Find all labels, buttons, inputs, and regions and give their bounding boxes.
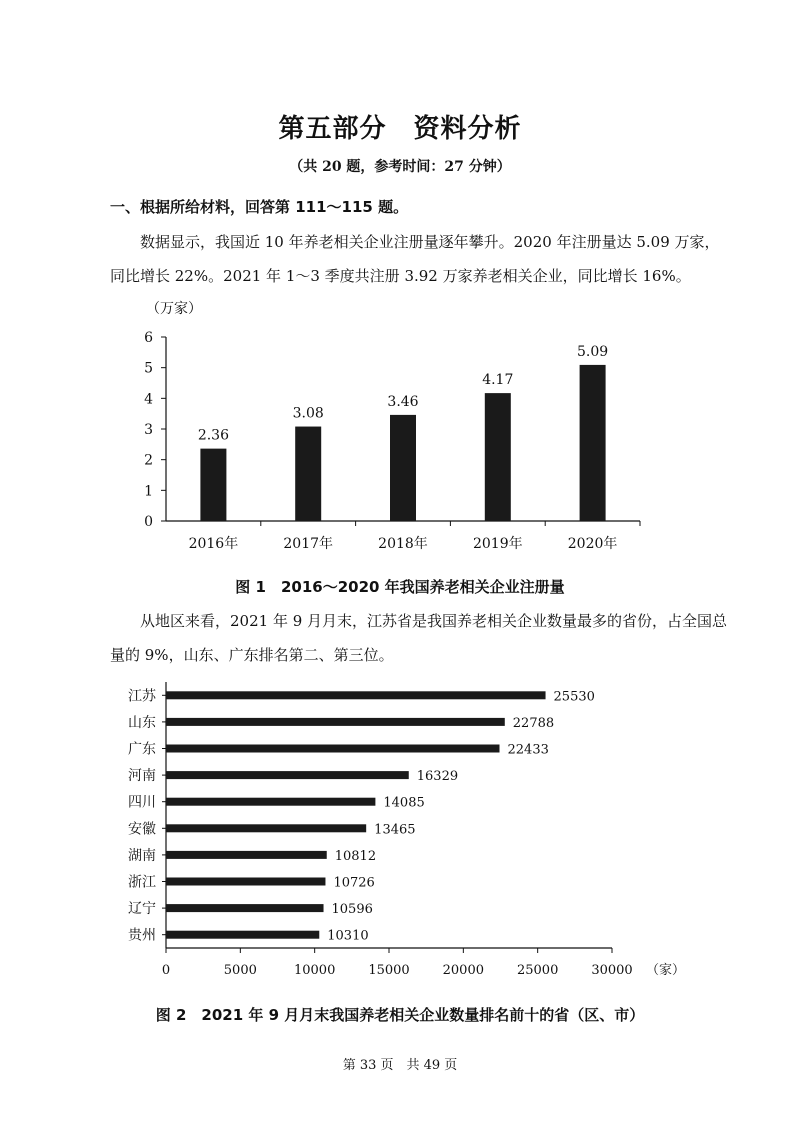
y-category-label: 湖南 — [128, 847, 156, 864]
bar-value-label: 10726 — [333, 875, 375, 891]
bar-四川 — [166, 798, 375, 806]
bar-山东 — [166, 718, 505, 726]
y-tick-label: 1 — [144, 483, 153, 500]
bar-2018年 — [390, 415, 416, 521]
x-tick-label: 2016年 — [188, 536, 239, 552]
bar-2017年 — [295, 427, 321, 521]
x-tick-label: 2017年 — [283, 536, 334, 552]
bar-value-label: 3.46 — [387, 393, 419, 410]
bar-2019年 — [485, 393, 511, 521]
y-axis-unit-label: （万家） — [146, 301, 202, 317]
bar-2020年 — [580, 365, 606, 521]
y-category-label: 安徽 — [128, 821, 156, 838]
chart-2-caption: 图 2 2021 年 9 月月末我国养老相关企业数量排名前十的省（区、市） — [155, 1006, 645, 1024]
x-tick-label: 25000 — [516, 963, 559, 978]
y-tick-label: 2 — [144, 452, 153, 469]
bar-value-label: 4.17 — [482, 372, 514, 389]
bar-value-label: 13465 — [374, 822, 416, 838]
paragraph-2: 从地区来看，2021 年 9 月月末，江苏省是我国养老相关企业数量最多的省份，占全国总量的 9%，山东、广东排名第二、第三位。 — [110, 612, 728, 664]
y-category-label: 广东 — [128, 741, 156, 758]
chart-1-registrations — [100, 290, 700, 570]
bar-2016年 — [200, 449, 226, 521]
bar-value-label: 10812 — [334, 848, 377, 864]
x-tick-label: 2020年 — [567, 536, 618, 552]
bar-广东 — [166, 745, 500, 753]
y-category-label: 江苏 — [128, 688, 156, 705]
page-title: 第五部分 资料分析 — [278, 114, 522, 144]
bar-贵州 — [166, 931, 319, 939]
bar-value-label: 22788 — [512, 715, 555, 731]
x-tick-label: 10000 — [293, 963, 336, 978]
bar-value-label: 16329 — [416, 769, 459, 785]
y-tick-label: 3 — [144, 422, 153, 438]
bar-安徽 — [166, 824, 366, 832]
page-subtitle: （共 20 题，参考时间：27 分钟） — [289, 159, 511, 175]
y-tick-label: 6 — [144, 330, 153, 346]
bar-value-label: 10310 — [327, 928, 369, 944]
bar-value-label: 25530 — [553, 689, 595, 705]
y-category-label: 浙江 — [128, 874, 156, 891]
bar-湖南 — [166, 851, 327, 859]
bar-value-label: 5.09 — [577, 343, 609, 360]
page-footer: 第 33 页 共 49 页 — [342, 1058, 458, 1073]
x-tick-label: 30000 — [591, 963, 633, 978]
chart-1-caption: 图 1 2016～2020 年我国养老相关企业注册量 — [235, 578, 565, 596]
x-tick-label: 2019年 — [472, 536, 523, 552]
y-tick-label: 4 — [144, 391, 153, 408]
bar-辽宁 — [166, 904, 324, 912]
y-category-label: 山东 — [128, 714, 156, 731]
x-tick-label: 0 — [161, 963, 171, 978]
y-tick-label: 5 — [144, 360, 153, 377]
bar-浙江 — [166, 878, 325, 886]
bar-value-label: 10596 — [331, 902, 373, 918]
x-tick-label: 20000 — [442, 963, 485, 978]
bar-河南 — [166, 771, 409, 779]
y-tick-label: 0 — [144, 514, 153, 530]
y-category-label: 河南 — [128, 768, 156, 785]
bar-江苏 — [166, 691, 546, 699]
bar-value-label: 3.08 — [292, 405, 324, 422]
bar-value-label: 14085 — [383, 795, 425, 811]
bar-value-label: 2.36 — [197, 427, 229, 444]
chart-2-provinces — [100, 678, 700, 988]
bar-value-label: 22433 — [507, 742, 549, 758]
y-category-label: 四川 — [128, 794, 156, 811]
x-axis-unit-label: （家） — [646, 963, 686, 978]
section-heading: 一、根据所给材料，回答第 111～115 题。 — [110, 198, 409, 216]
paragraph-1: 数据显示，我国近 10 年养老相关企业注册量逐年攀升。2020 年注册量达 5.09 万家，同比增长 22%。2021 年 1～3 季度共注册 3.92 万家养老相关企业，同比增长 16%。 — [110, 233, 720, 285]
y-category-label: 贵州 — [128, 927, 156, 944]
y-category-label: 辽宁 — [128, 901, 156, 918]
x-tick-label: 15000 — [368, 963, 410, 978]
x-tick-label: 5000 — [223, 963, 257, 978]
x-tick-label: 2018年 — [378, 536, 428, 552]
